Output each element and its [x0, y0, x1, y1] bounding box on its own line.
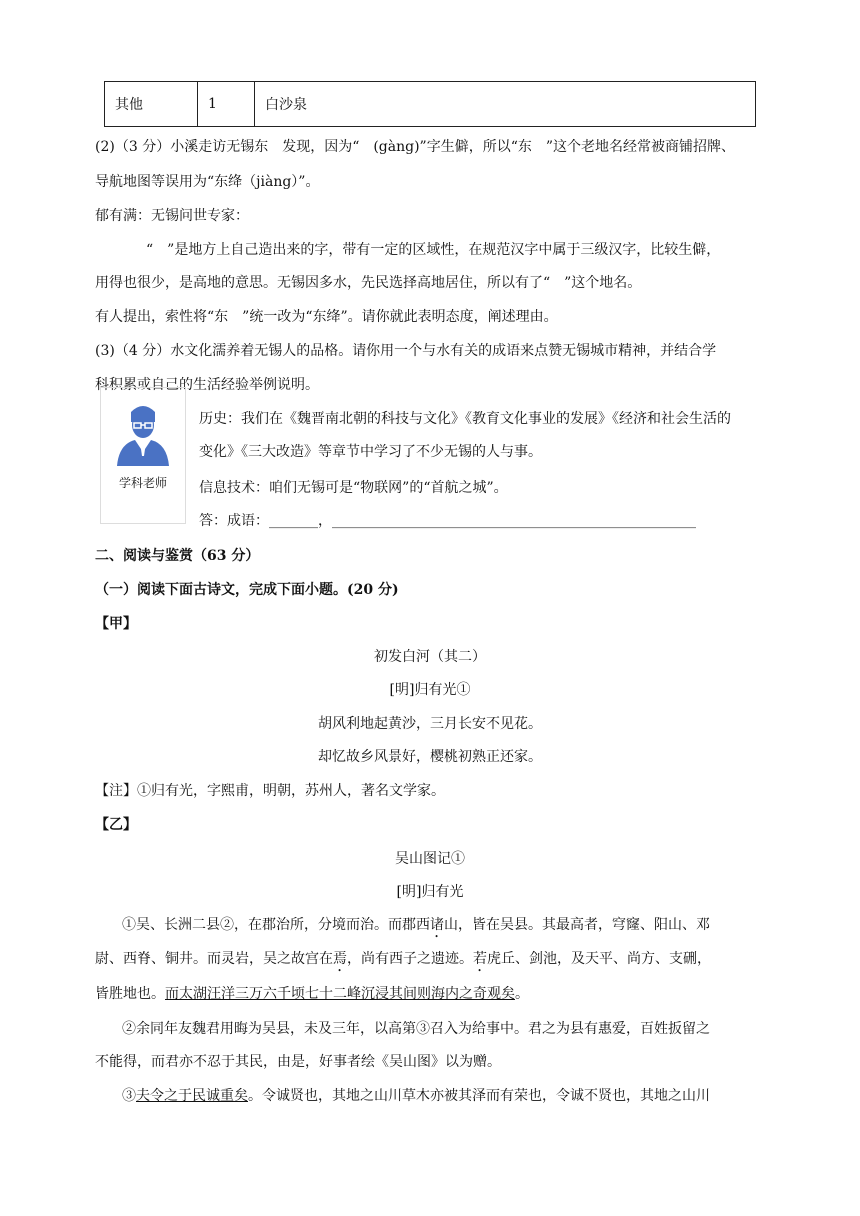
essay-author: [明]归有光 [396, 884, 464, 900]
text-run: 虎丘、剑池，及天平、尚方、支硎， [487, 951, 711, 967]
essay-p3-line1 [122, 1085, 710, 1105]
essay-p1-line1 [122, 914, 710, 941]
summary-table [104, 81, 756, 127]
text-run: 。 [515, 986, 529, 1002]
q2-line2: 导航地图等误用为“东绛（jiàng）”。 [95, 174, 320, 190]
q2-line1: (2)（3 分）小溪走访无锡东 发现，因为“ (gàng)”字生僻，所以“东 ”这个老地名经常被商铺招牌、 [95, 139, 736, 155]
table-cell: 其他 [105, 82, 198, 127]
poem-line2: 却忆故乡风景好，樱桃初熟正还家。 [318, 749, 542, 765]
answer-line: 答：成语：_______，____________________________________________________ [199, 513, 696, 529]
underlined-sentence: 夫令之于民诚重矣 [136, 1088, 248, 1104]
history-line1: 历史：我们在《魏晋南北朝的科技与文化》《教育文化事业的发展》《经济和社会生活的 [199, 411, 731, 427]
q3-line1: (3)（4 分）水文化濡养着无锡人的品格。请你用一个与水有关的成语来点赞无锡城市精神，并结合学 [95, 343, 717, 359]
table-row [105, 82, 756, 127]
q2-quote1: “ ”是地方上自己造出来的字，带有一定的区域性，在规范汉字中属于三级汉字，比较生僻， [146, 242, 721, 258]
history-line2: 变化》《三大改造》等章节中学习了不少无锡的人与事。 [199, 444, 542, 460]
marked-char: 若 [473, 951, 487, 967]
label-yi: 【乙】 [95, 817, 137, 833]
text-run: ①吴、长洲二县②，在郡治所，分境而治。而郡西 [122, 917, 430, 933]
text-run: 。令诚贤也，其地之山川草木亦被其泽而有荣也，令诚不贤也，其地之山川 [248, 1088, 710, 1104]
teacher-caption: 学科老师 [118, 476, 167, 490]
poem-author: [明]归有光① [389, 682, 471, 698]
teacher-card [100, 387, 186, 524]
poem-line1: 胡风利地起黄沙，三月长安不见花。 [318, 716, 542, 732]
text-run: 尉、西脊、铜井。而灵岩，吴之故宫在 [95, 951, 333, 967]
essay-p1-line3 [95, 983, 529, 1003]
q3-line2: 科积累或自己的生活经验举例说明。 [95, 377, 319, 393]
marked-char: 诸 [430, 917, 444, 933]
q2-ask: 有人提出，索性将“东 ”统一改为“东绛”。请你就此表明态度，阐述理由。 [95, 309, 558, 325]
table-cell: 白沙泉 [255, 82, 756, 127]
it-line: 信息技术：咱们无锡可是“物联网”的“首航之城”。 [199, 480, 508, 496]
underlined-sentence: 而太湖汪洋三万六千顷七十二峰沉浸其间则海内之奇观矣 [165, 986, 515, 1002]
q2-quote2: 用得也很少，是高地的意思。无锡因多水，先民选择高地居住，所以有了“ ”这个地名。 [95, 275, 642, 291]
table-cell: 1 [198, 82, 255, 127]
essay-p2-line2: 不能得，而君亦不忍于其民，由是，好事者绘《吴山图》以为赠。 [95, 1054, 501, 1070]
text-run: 皆胜地也。 [95, 986, 165, 1002]
teacher-icon [113, 398, 173, 470]
note: 【注】①归有光，字熙甫，明朝，苏州人，著名文学家。 [95, 783, 445, 799]
text-run: ③ [122, 1088, 136, 1104]
marked-char: 焉 [333, 951, 347, 967]
essay-p1-line2 [95, 948, 711, 975]
label-jia: 【甲】 [95, 616, 137, 632]
section-heading: 二、阅读与鉴赏（63 分） [95, 548, 260, 564]
poem-title: 初发白河（其二） [374, 649, 486, 665]
part-heading: （一）阅读下面古诗文，完成下面小题。(20 分) [95, 582, 399, 598]
text-run: ，尚有西子之遗迹。 [347, 951, 473, 967]
text-run: 山，皆在吴县。其最高者，穹窿、阳山、邓 [444, 917, 710, 933]
essay-p2-line1: ②余同年友魏君用晦为吴县，未及三年，以高第③召入为给事中。君之为县有惠爱，百姓扳留之 [122, 1021, 710, 1037]
essay-title: 吴山图记① [395, 851, 465, 867]
q2-expert: 郁有满：无锡问世专家： [95, 208, 249, 224]
